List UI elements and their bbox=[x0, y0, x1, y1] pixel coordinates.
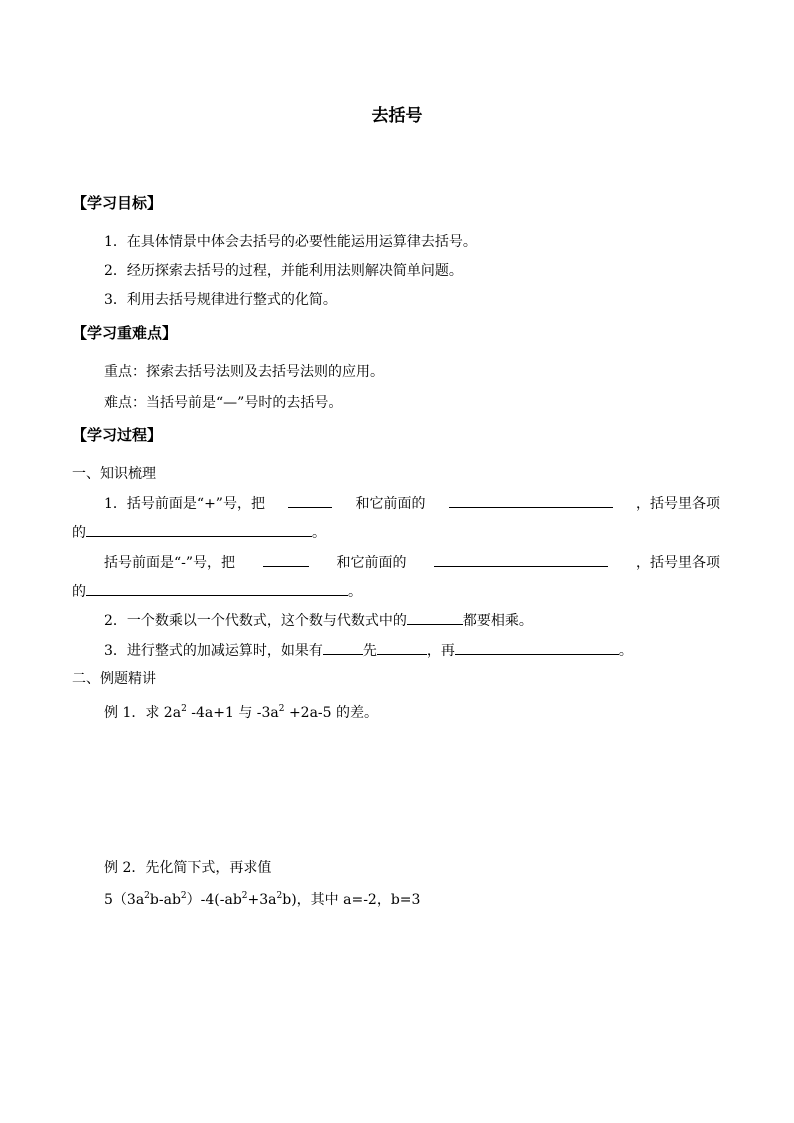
q3-text-b: 先 bbox=[362, 643, 377, 659]
answer-blank[interactable] bbox=[434, 552, 608, 567]
answer-blank[interactable] bbox=[86, 522, 312, 537]
question-2 bbox=[104, 610, 533, 631]
section-2-heading: 二、例题精讲 bbox=[72, 671, 156, 687]
q3-text-d: 。 bbox=[618, 643, 633, 659]
question-3 bbox=[104, 640, 633, 661]
example-1-text: +2a-5 的差。 bbox=[284, 705, 379, 721]
answer-blank[interactable] bbox=[455, 640, 619, 655]
q1m-text-d: 的 bbox=[72, 584, 86, 600]
question-1-line-2 bbox=[72, 522, 326, 543]
q1m-text-c: ，括号里各项 bbox=[635, 555, 720, 571]
example-1-text: 例 1．求 2a bbox=[104, 705, 182, 721]
exponent: 2 bbox=[180, 891, 187, 901]
difficulty-point: 难点：当括号前是“—”号时的去括号。 bbox=[104, 395, 343, 411]
exponent: 2 bbox=[278, 704, 285, 714]
answer-blank[interactable] bbox=[407, 610, 463, 625]
page-title: 去括号 bbox=[371, 106, 423, 126]
q3-text-c: ，再 bbox=[426, 643, 455, 659]
q1-text-c: ，括号里各项 bbox=[635, 496, 720, 512]
q1m-text-a: 括号前面是“-”号，把 bbox=[104, 555, 236, 571]
example-2-expression bbox=[104, 890, 420, 910]
objective-item-3: 3．利用去括号规律进行整式的化简。 bbox=[104, 292, 337, 308]
answer-blank[interactable] bbox=[377, 640, 427, 655]
objectives-heading: 【学习目标】 bbox=[72, 194, 163, 212]
key-points-heading: 【学习重难点】 bbox=[72, 324, 178, 342]
objective-item-2: 2．经历探索去括号的过程，并能利用法则解决简单问题。 bbox=[104, 263, 463, 279]
q1-text-b: 和它前面的 bbox=[355, 496, 426, 512]
example-2-text: b)，其中 a=-2，b=3 bbox=[282, 892, 421, 908]
answer-blank[interactable] bbox=[86, 581, 348, 596]
answer-blank[interactable] bbox=[323, 640, 363, 655]
exponent: 2 bbox=[181, 704, 187, 714]
q1m-text-b: 和它前面的 bbox=[336, 555, 407, 571]
question-1-minus-line-1 bbox=[104, 552, 720, 573]
section-1-heading: 一、知识梳理 bbox=[72, 466, 156, 482]
exponent: 2 bbox=[241, 891, 248, 901]
process-heading: 【学习过程】 bbox=[72, 426, 163, 444]
answer-blank[interactable] bbox=[263, 552, 309, 567]
q1-text-e: 。 bbox=[312, 525, 326, 541]
answer-blank[interactable] bbox=[449, 493, 613, 508]
example-1-text: -4a+1 与 -3a bbox=[186, 705, 279, 721]
question-1-line-1 bbox=[104, 493, 720, 514]
q1-text-d: 的 bbox=[72, 525, 86, 541]
q2-text-a: 2．一个数乘以一个代数式，这个数与代数式中的 bbox=[104, 613, 407, 629]
example-1 bbox=[104, 703, 378, 723]
example-2-text: +3a bbox=[247, 892, 277, 908]
exponent: 2 bbox=[144, 891, 150, 901]
example-2-text: ）-4(-ab bbox=[186, 892, 242, 908]
objective-item-1: 1．在具体情景中体会去括号的必要性能运用运算律去括号。 bbox=[104, 234, 477, 250]
q1m-text-e: 。 bbox=[348, 584, 362, 600]
example-2-text: b-ab bbox=[149, 892, 181, 908]
q2-text-b: 都要相乘。 bbox=[462, 613, 533, 629]
example-2-text: 5（3a bbox=[104, 892, 145, 908]
answer-blank[interactable] bbox=[288, 493, 332, 508]
focus-point: 重点：探索去括号法则及去括号法则的应用。 bbox=[104, 364, 384, 380]
q3-text-a: 3．进行整式的加减运算时，如果有 bbox=[104, 643, 323, 659]
q1-text-a: 1．括号前面是“+”号，把 bbox=[104, 496, 265, 512]
example-2-title: 例 2．先化简下式，再求值 bbox=[104, 860, 272, 876]
exponent: 2 bbox=[276, 891, 283, 901]
question-1-minus-line-2 bbox=[72, 581, 362, 602]
